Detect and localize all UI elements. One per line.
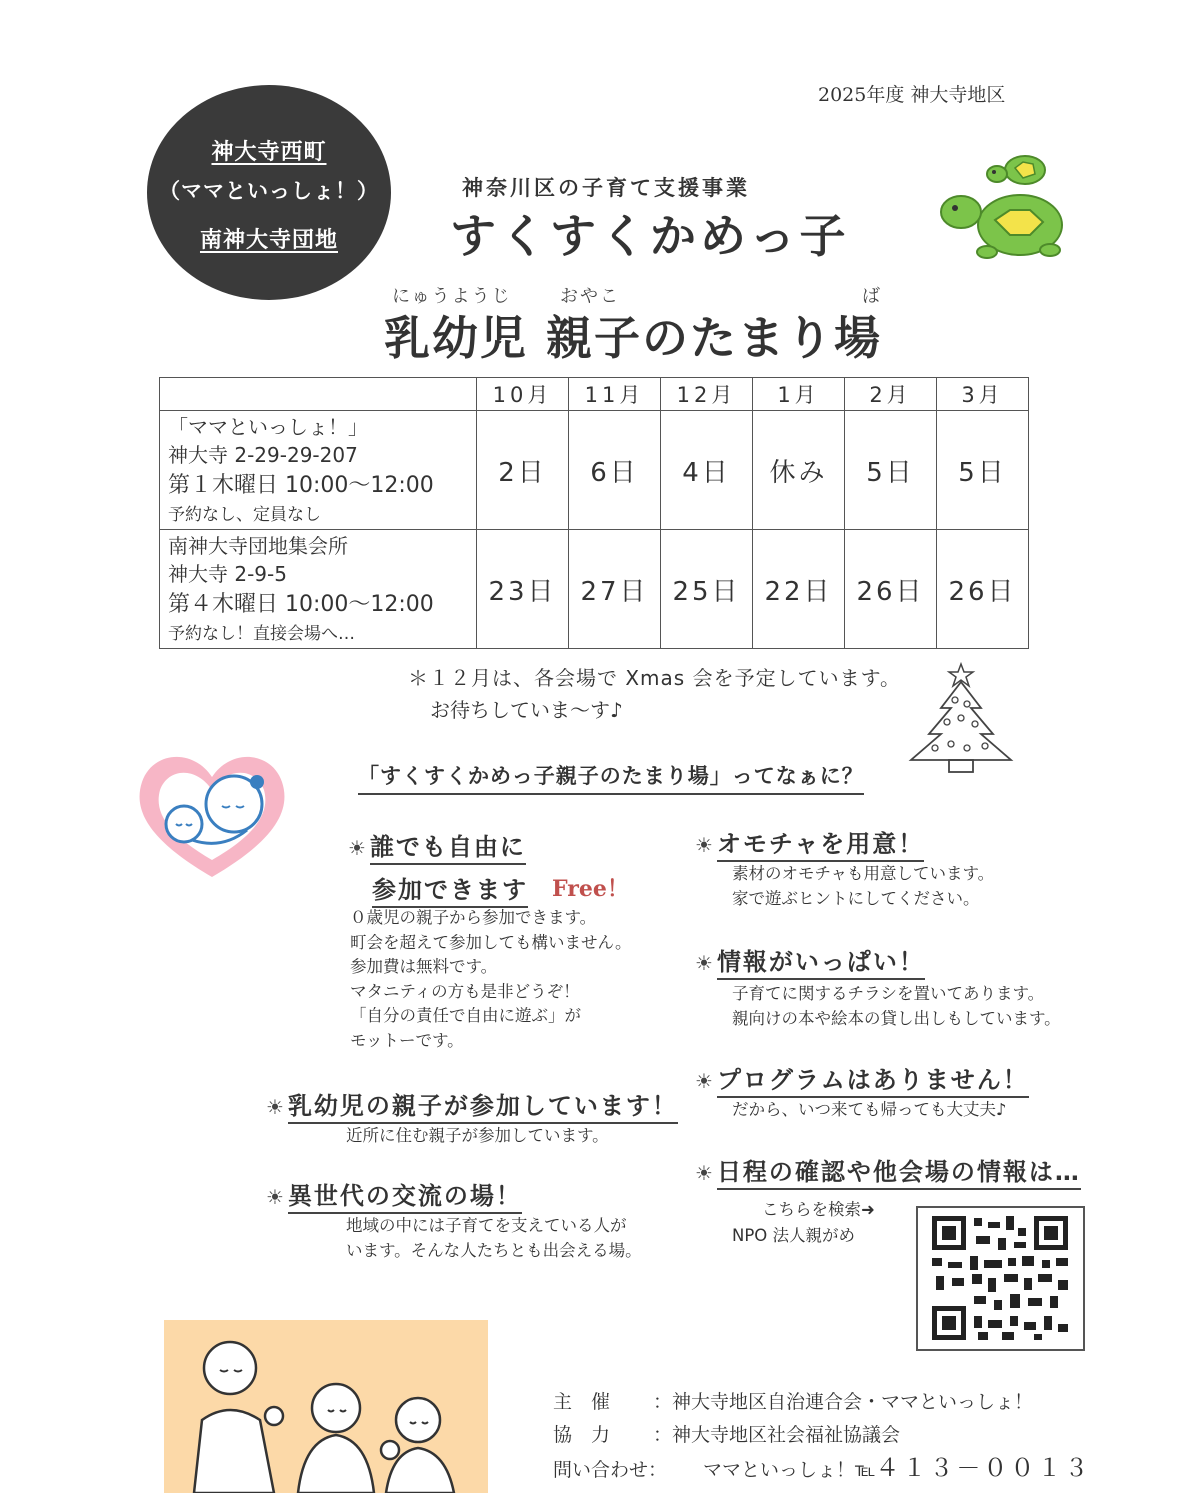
family-illustration <box>164 1320 488 1493</box>
sun-icon: ☀ <box>695 1069 715 1093</box>
contact-tel: ４１３－００１３ <box>875 1454 1092 1482</box>
npo-name: NPO 法人親がめ <box>732 1226 856 1245</box>
circle-line-mama: （ママといっしょ！） <box>159 179 379 203</box>
sun-icon: ☀ <box>695 833 715 857</box>
venue-name: 「ママといっしょ！」 <box>168 415 368 439</box>
venue-time: 第１木曜日 10:00～12:00 <box>168 473 434 498</box>
main-title: 乳幼児 親子のたまり場 <box>384 311 883 365</box>
venue-address: 神大寺 2-9-5 <box>168 562 287 586</box>
sun-icon: ☀ <box>695 951 715 975</box>
section-program-body: だから、いつ来ても帰っても大丈夫♪ <box>732 1100 1007 1119</box>
xmas-notice: ＊１２月は、各会場で Xmas 会を予定しています。 <box>408 666 901 690</box>
venue-note: 予約なし！直接会場へ… <box>168 624 355 644</box>
venue-cell <box>160 530 477 649</box>
about-heading: 「すくすくかめっ子親子のたまり場」ってなぁに？ <box>358 760 864 795</box>
section-toys-title: ☀オモチャを用意！ <box>695 824 924 859</box>
table-row <box>160 411 1029 530</box>
section-parents-body: 近所に住む親子が参加しています。 <box>346 1126 609 1145</box>
ruby-oyako: おやこ <box>560 286 620 307</box>
month-header: 12月 <box>661 378 753 411</box>
qr-code[interactable] <box>916 1206 1085 1351</box>
section-info-title: ☀情報がいっぱい！ <box>695 942 925 977</box>
date-cell: 5日 <box>845 411 937 530</box>
section-schedule-info-title: ☀日程の確認や他会場の情報は… <box>695 1152 1081 1187</box>
credit-coop: 協 力 ：神大寺地区社会福祉協議会 <box>553 1424 901 1446</box>
search-hint: こちらを検索➜ <box>762 1200 875 1219</box>
table-header-row <box>160 378 1029 411</box>
venue-address: 神大寺 2-29-29-207 <box>168 443 358 467</box>
schedule-table <box>159 377 1029 649</box>
sun-icon: ☀ <box>266 1095 286 1119</box>
circle-line-nishimachi: 神大寺西町 <box>211 140 327 165</box>
venue-cell <box>160 411 477 530</box>
section-free-body: ０歳児の親子から参加できます。 町会を超えて参加しても構いません。 参加費は無料です。 マタニティの方も是非どうぞ！ 「自分の責任で自由に遊ぶ」が モットーです。 <box>350 908 632 1050</box>
date-cell: 休み <box>753 411 845 530</box>
section-program-title: ☀プログラムはありません！ <box>695 1060 1029 1095</box>
date-cell: 25日 <box>661 530 753 649</box>
month-header: 3月 <box>937 378 1029 411</box>
date-cell: 23日 <box>477 530 569 649</box>
section-generations-body: 地域の中には子育てを支えている人が います。そんな人たちとも出会える場。 <box>346 1216 642 1260</box>
ruby-ba: ば <box>862 286 882 307</box>
program-organizer: 神奈川区の子育て支援事業 <box>462 176 750 200</box>
date-cell: 22日 <box>753 530 845 649</box>
month-header: 11月 <box>569 378 661 411</box>
venue-name: 南神大寺団地集会所 <box>168 534 348 558</box>
venue-time: 第４木曜日 10:00～12:00 <box>168 592 434 617</box>
christmas-tree-icon <box>905 660 1017 778</box>
date-cell: 26日 <box>845 530 937 649</box>
venue-circle-badge <box>147 85 391 300</box>
free-badge: Free！ <box>552 876 629 902</box>
heart-mother-baby-icon <box>132 742 292 882</box>
section-free-title-2: 参加できます <box>372 870 528 905</box>
month-header: 1月 <box>753 378 845 411</box>
section-parents-title: ☀乳幼児の親子が参加しています！ <box>266 1086 678 1121</box>
date-cell: 4日 <box>661 411 753 530</box>
date-cell: 27日 <box>569 530 661 649</box>
brand-title: すくすくかめっ子 <box>450 209 850 263</box>
ruby-nyuyouji: にゅうようじ <box>392 286 512 307</box>
table-row <box>160 530 1029 649</box>
sun-icon: ☀ <box>695 1161 715 1185</box>
date-cell: 5日 <box>937 411 1029 530</box>
sun-icon: ☀ <box>266 1185 286 1209</box>
credit-contact: 問い合わせ： ママといっしょ！℡４１３－００１３ <box>553 1454 1092 1482</box>
date-cell: 6日 <box>569 411 661 530</box>
section-generations-title: ☀異世代の交流の場！ <box>266 1176 522 1211</box>
section-free-title: ☀誰でも自由に <box>348 827 526 862</box>
table-header-blank <box>160 378 477 411</box>
date-cell: 2日 <box>477 411 569 530</box>
date-cell: 26日 <box>937 530 1029 649</box>
year-area-label: 2025年度 神大寺地区 <box>818 84 1006 106</box>
sun-icon: ☀ <box>348 836 368 860</box>
month-header: 10月 <box>477 378 569 411</box>
turtle-icon <box>925 140 1075 265</box>
venue-note: 予約なし、定員なし <box>168 505 321 525</box>
xmas-notice-2: お待ちしていま～す♪ <box>430 698 623 722</box>
circle-line-danchi: 南神大寺団地 <box>199 228 338 253</box>
section-info-body: 子育てに関するチラシを置いてあります。 親向けの本や絵本の貸し出しもしています。 <box>732 984 1061 1028</box>
credits-block <box>553 1386 1091 1487</box>
month-header: 2月 <box>845 378 937 411</box>
credit-host: 主 催 ：神大寺地区自治連合会・ママといっしょ！ <box>553 1391 1034 1413</box>
section-toys-body: 素材のオモチャも用意しています。 家で遊ぶヒントにしてください。 <box>732 864 995 908</box>
